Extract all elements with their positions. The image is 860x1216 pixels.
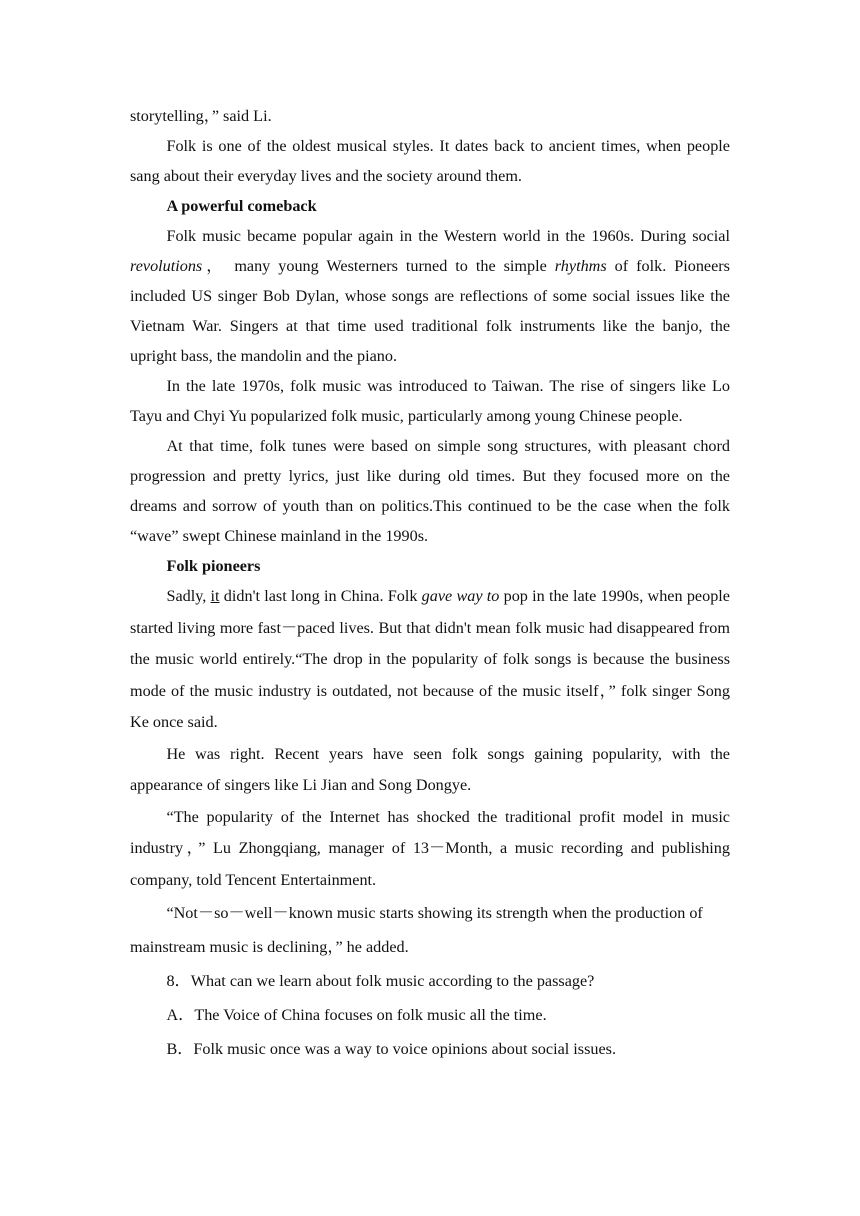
passage-body bbox=[130, 101, 730, 1066]
underlined-word: it bbox=[210, 587, 220, 605]
paragraph: “Not－so－well－known music starts showing its strength when the production of mainstream music is declining，” he added. bbox=[130, 904, 703, 956]
answer-option-a: A．The Voice of China focuses on folk music all the time. bbox=[166, 1006, 547, 1024]
paragraph: Sadly, it didn't last long in China. Folk gave way to pop in the late 1990s, when people started living more fast－paced lives. But that didn't mean folk music had disappeared from the music world entirely.“The drop in the popularity of folk songs is because the business mode of the music industry is outdated, not because of the music itself，” folk singer Song Ke once said. bbox=[130, 587, 730, 731]
paragraph: At that time, folk tunes were based on simple song structures, with pleasant chord progression and pretty lyrics, just like during old times. But they focused more on the dreams and sorrow of youth than on politics.This continued to be the case when the folk “wave” swept Chinese mainland in the 1990s. bbox=[130, 437, 730, 545]
italic-word: revolutions bbox=[130, 257, 203, 275]
paragraph: “The popularity of the Internet has shocked the traditional profit model in music industry，” Lu Zhongqiang, manager of 13－Month, a music recording and publishing company, told Tencent Entertainment. bbox=[130, 807, 730, 889]
question-stem: 8．What can we learn about folk music according to the passage? bbox=[166, 972, 595, 990]
italic-phrase: gave way to bbox=[421, 587, 500, 605]
italic-word: rhythms bbox=[554, 257, 607, 275]
paragraph: Folk music became popular again in the Western world in the 1960s. During social revolutions， many young Westerners turned to the simple rhythms of folk. Pioneers included US singer Bob Dylan, whose songs are reflections of some social issues like the Vietnam War. Singers at that time used traditional folk instruments like the banjo, the upright bass, the mandolin and the piano. bbox=[130, 227, 730, 365]
section-heading: Folk pioneers bbox=[166, 557, 261, 575]
paragraph: storytelling，” said Li. bbox=[130, 107, 272, 125]
paragraph: In the late 1970s, folk music was introduced to Taiwan. The rise of singers like Lo Tayu and Chyi Yu popularized folk music, particularly among young Chinese people. bbox=[130, 377, 730, 425]
paragraph: Folk is one of the oldest musical styles. It dates back to ancient times, when people sang about their everyday lives and the society around them. bbox=[130, 137, 730, 185]
paragraph: He was right. Recent years have seen folk songs gaining popularity, with the appearance of singers like Li Jian and Song Dongye. bbox=[130, 744, 730, 794]
answer-option-b: B．Folk music once was a way to voice opinions about social issues. bbox=[166, 1040, 617, 1058]
section-heading: A powerful comeback bbox=[166, 197, 317, 215]
